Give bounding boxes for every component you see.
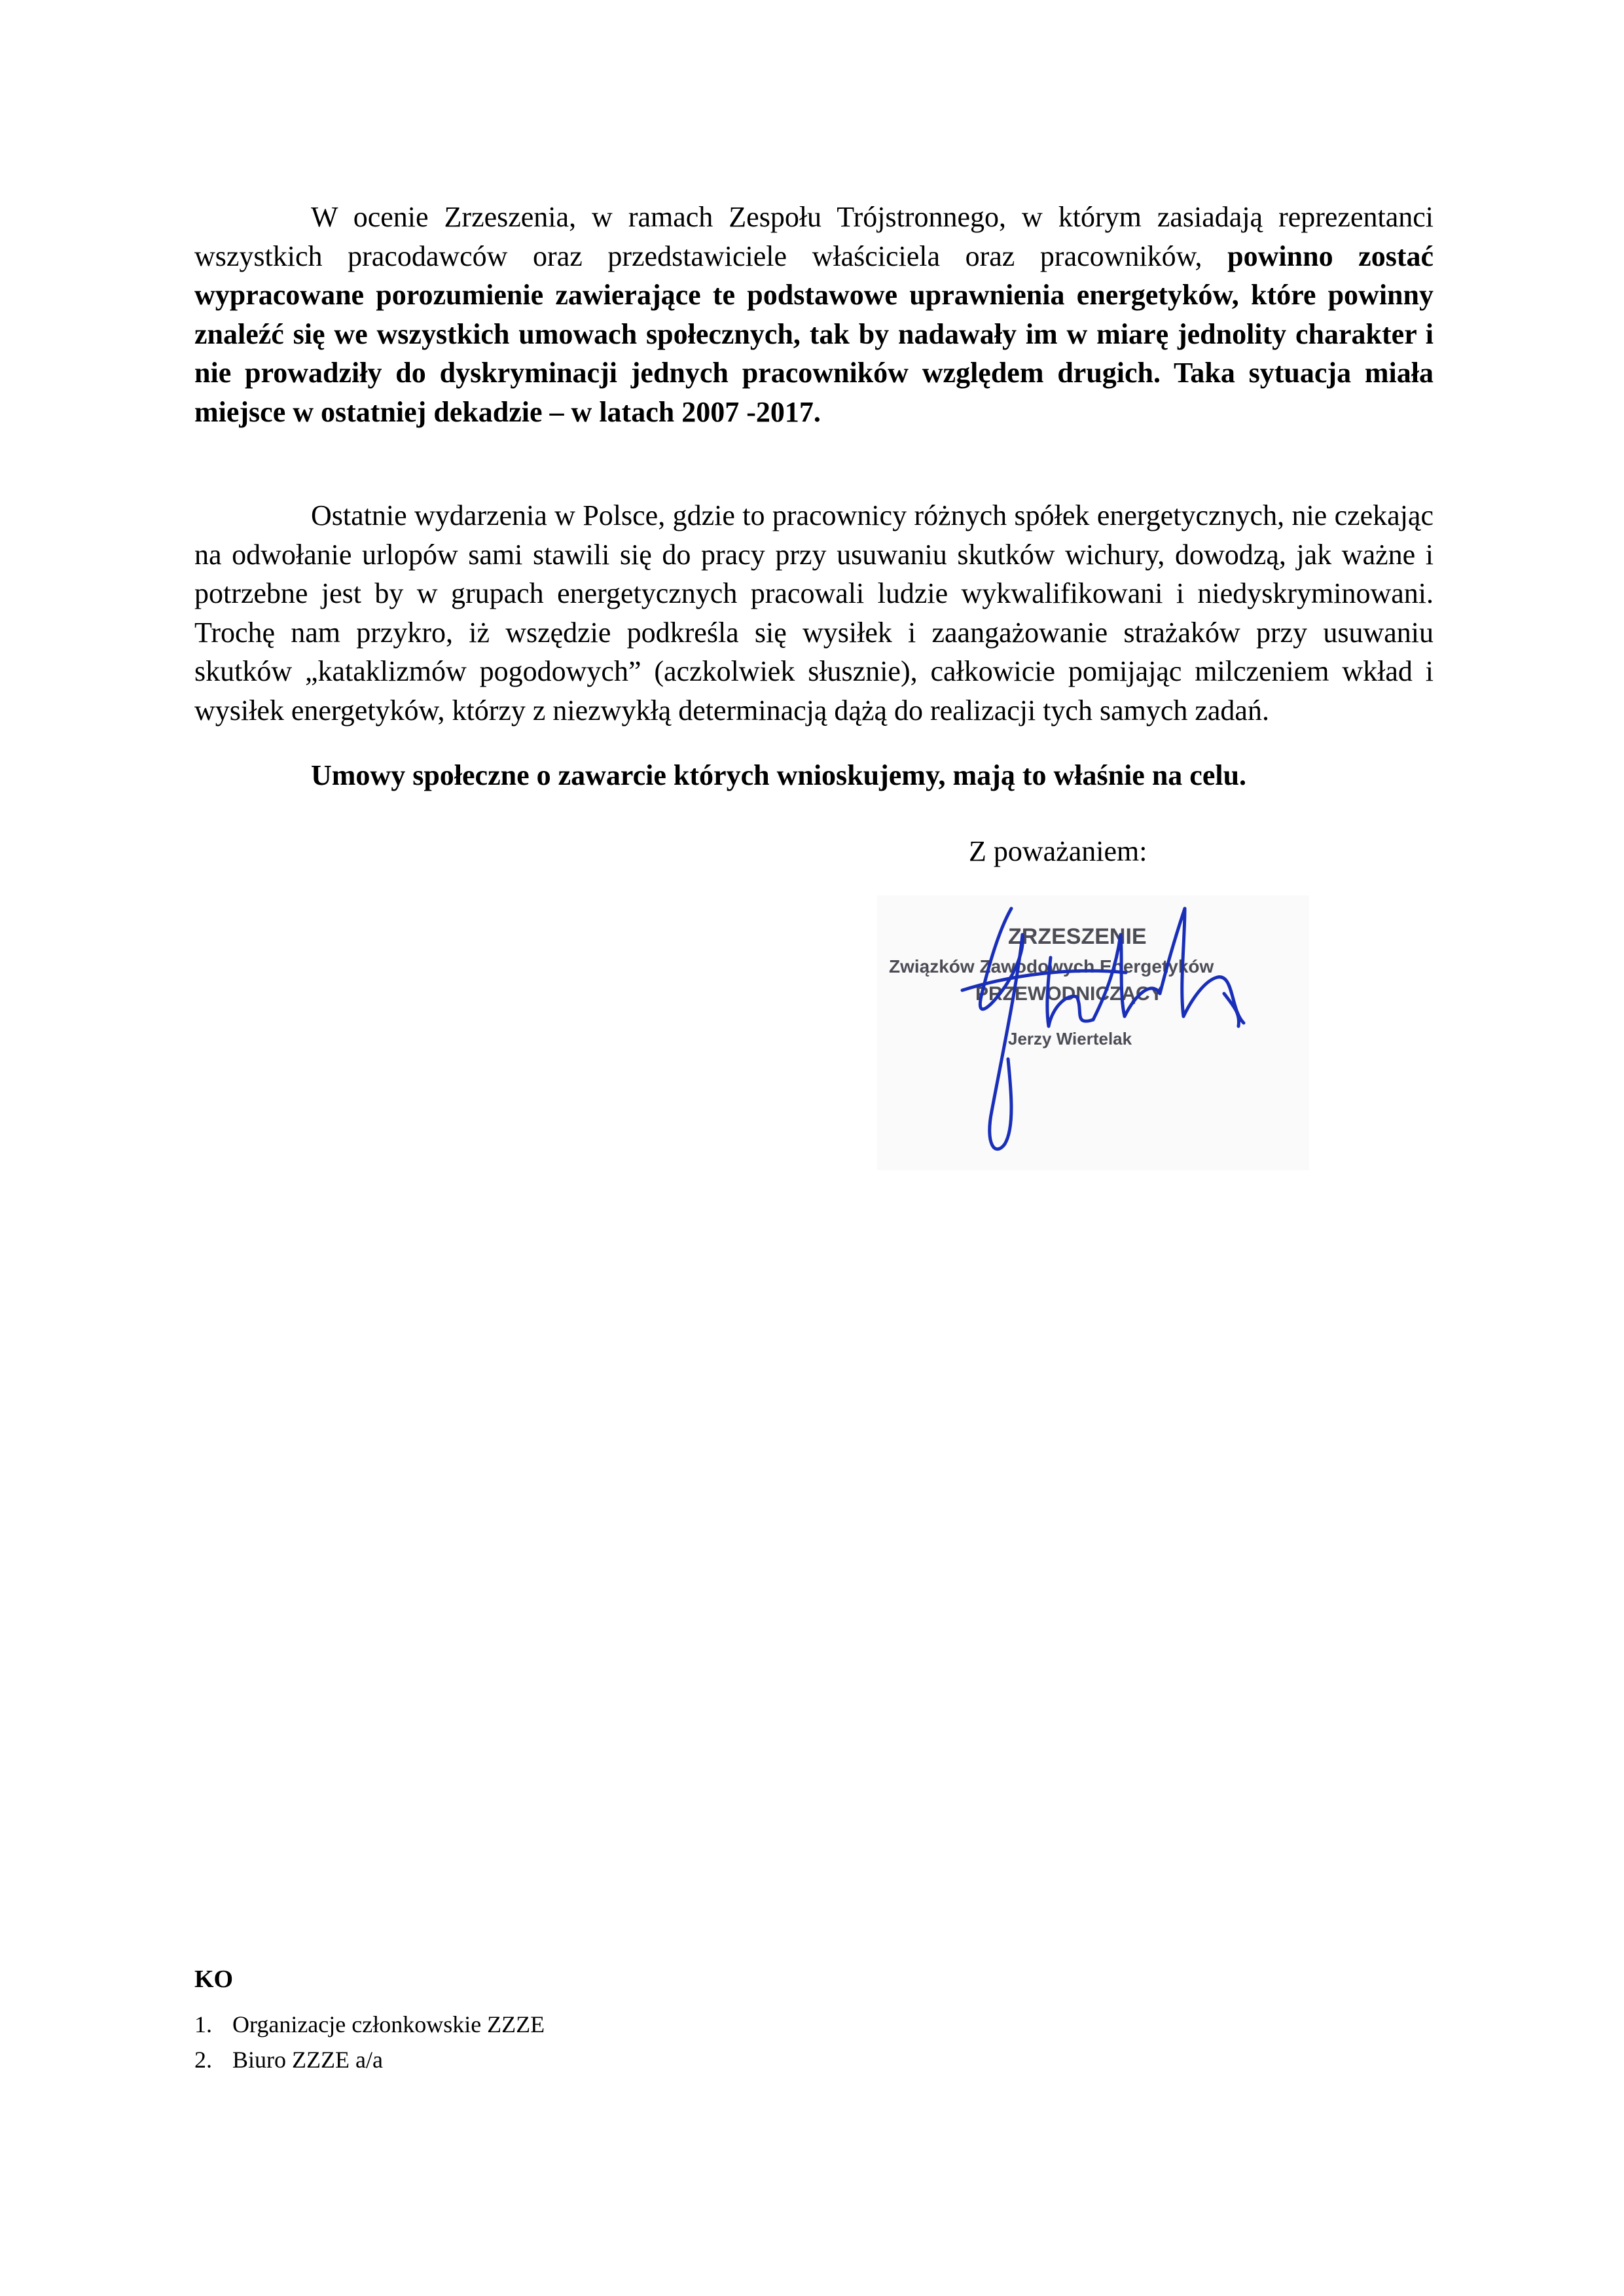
ko-list bbox=[194, 2007, 545, 2077]
stamp-line-4: Jerzy Wiertelak bbox=[1008, 1029, 1132, 1049]
stamp-and-signature bbox=[877, 895, 1309, 1170]
list-item bbox=[194, 2042, 545, 2077]
closing-statement: Umowy społeczne o zawarcie których wnioskujemy, mają to właśnie na celu. bbox=[311, 759, 1247, 791]
ko-title: KO bbox=[194, 1965, 234, 1993]
stamp-line-1: ZRZESZENIE bbox=[1008, 924, 1147, 949]
stamp-line-2: Związków Zawodowych Energetyków bbox=[889, 956, 1214, 977]
paragraph-1 bbox=[194, 198, 1434, 431]
paragraph-1-bold-text: powinno zostać wypracowane porozumienie zawierające te podstawowe uprawnienia energetyków, które powinny znaleźć się we wszystkich umowach społecznych, tak by nadawały im w miarę jednolity charakter i nie prowadziły do dyskryminacji jednych pracowników względem drugich. Taka sytuacja miała miejsce w ostatniej dekadzie – w latach 2007 -2017. bbox=[194, 240, 1434, 428]
greeting: Z poważaniem: bbox=[969, 835, 1147, 867]
list-item-number: 2. bbox=[194, 2047, 212, 2073]
stamp-line-3: PRZEWODNICZĄCY bbox=[975, 983, 1163, 1005]
list-item-text: Biuro ZZZE a/a bbox=[232, 2047, 383, 2073]
paragraph-2: Ostatnie wydarzenia w Polsce, gdzie to pracownicy różnych spółek energetycznych, nie czekając na odwołanie urlopów sami stawili się do pracy przy usuwaniu skutków wichury, dowodzą, jak ważne i potrzebne jest by w grupach energetycznych pracowali ludzie wykwalifikowani i niedyskryminowani. Trochę nam przykro, iż wszędzie podkreśla się wysiłek i zaangażowanie strażaków przy usuwaniu skutków „kataklizmów pogodowych” (aczkolwiek słusznie), całkowicie pomijając milczeniem wkład i wysiłek energetyków, którzy z niezwykłą determinacją dążą do realizacji tych samych zadań. bbox=[194, 499, 1434, 726]
list-item-number: 1. bbox=[194, 2011, 212, 2037]
list-item-text: Organizacje członkowskie ZZZE bbox=[232, 2011, 545, 2037]
paragraph-1-text: W ocenie Zrzeszenia, w ramach Zespołu Trójstronnego, w którym zasiadają reprezentanci wszystkich pracodawców oraz przedstawiciele właściciela oraz pracowników, bbox=[194, 201, 1434, 272]
list-item bbox=[194, 2007, 545, 2042]
